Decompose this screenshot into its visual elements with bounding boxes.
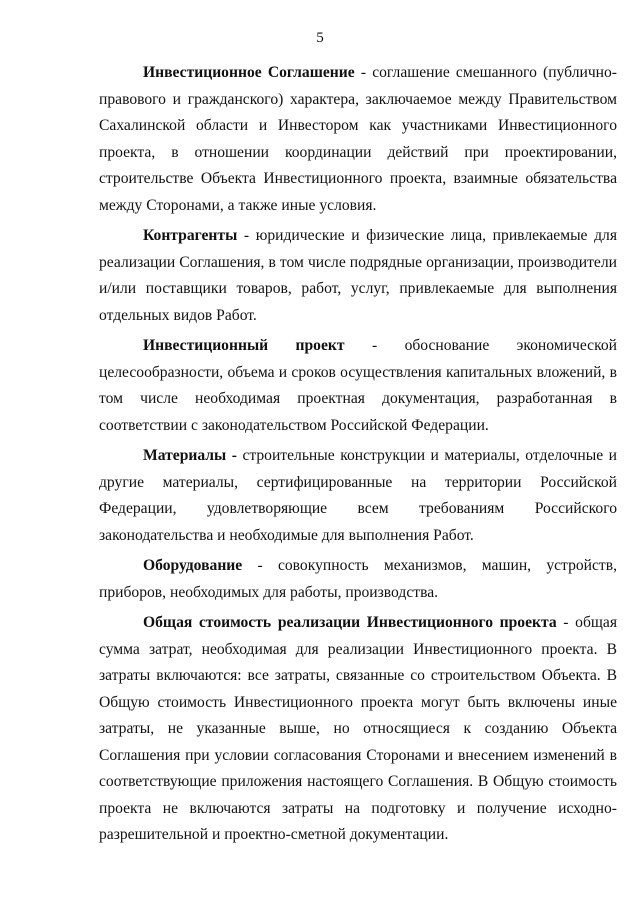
definition-term: Инвестиционный проект <box>143 337 345 354</box>
definition-investment-project <box>99 333 617 439</box>
definition-text: - обоснование экономической целесообразности, объема и сроков осуществления капитальных вложений, в том числе необходимая проектная документация, разработанная в соответствии с законодательством Российской Федерации. <box>99 337 617 434</box>
definition-total-cost <box>99 610 617 849</box>
definition-term: Контрагенты <box>143 227 238 244</box>
definition-text: - общая сумма затрат, необходимая для реализации Инвестиционного проекта. В затраты включаются: все затраты, связанные со строительством Объекта. В Общую стоимость Инвестиционного проекта могут быть включены иные затраты, не указанные выше, но относящиеся к созданию Объекта Соглашения при условии согласования Сторонами и внесением изменений в соответствующие приложения настоящего Соглашения. В Общую стоимость проекта не включаются затраты на подготовку и получение исходно-разрешительной и проектно-сметной документации. <box>99 614 617 843</box>
definition-counterparties <box>99 223 617 329</box>
definition-equipment <box>99 553 617 606</box>
definition-text: - юридические и физические лица, привлекаемые для реализации Соглашения, в том числе подрядные организации, производители и/или поставщики товаров, работ, услуг, привлекаемые для выполнения отдельных видов Работ. <box>99 227 617 324</box>
definition-term: Инвестиционное Соглашение <box>143 64 355 81</box>
definition-term: Общая стоимость реализации Инвестиционного проекта <box>143 614 557 631</box>
definition-materials <box>99 443 617 549</box>
definition-text: - совокупность механизмов, машин, устройств, приборов, необходимых для работы, производства. <box>99 557 617 601</box>
definition-term: Оборудование <box>143 557 243 574</box>
definition-text: строительные конструкции и материалы, отделочные и другие материалы, сертифицированные на территории Российской Федерации, удовлетворяющие всем требованиям Российского законодательства и необходимые для выполнения Работ. <box>99 447 617 544</box>
definition-term: Материалы - <box>143 447 237 464</box>
definition-text: - соглашение смешанного (публично-правового и гражданского) характера, заключаемое между Правительством Сахалинской области и Инвестором как участниками Инвестиционного проекта, в отношении координации действий при проектировании, строительстве Объекта Инвестиционного проекта, взаимные обязательства между Сторонами, а также иные условия. <box>99 64 618 214</box>
definition-investment-agreement <box>99 60 617 219</box>
definitions-list <box>99 60 617 849</box>
page-number: 5 <box>316 30 324 46</box>
